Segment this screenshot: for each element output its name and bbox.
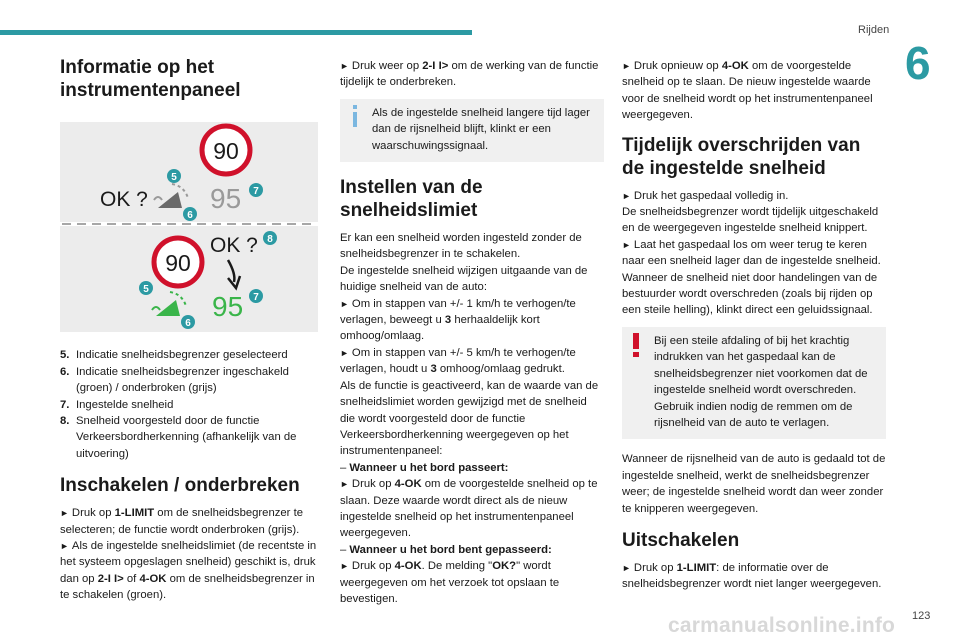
top-accent-bar [0, 30, 472, 35]
paragraph: ► Als de ingestelde snelheidslimiet (de recentste in het systeem opgeslagen snelheid) geschikt is, druk dan op 2-I I> of 4-OK om de snelheidsbegrenzer in te schakelen (groen). [60, 540, 317, 602]
arrow-right-icon: ► [340, 298, 349, 309]
arrow-right-icon: ► [340, 61, 349, 71]
svg-text:6: 6 [187, 210, 193, 221]
legend-item: 7. Ingestelde snelheid [60, 398, 174, 411]
bottom-ok-prompt: OK ? [210, 234, 258, 257]
paragraph: ► Druk op 4-OK. De melding "OK?" wordt weergegeven om het verzoek tot opslaan te bevestigen. [340, 560, 560, 605]
warning-exclamation-icon [632, 333, 640, 357]
section-name: Rijden [858, 24, 890, 36]
legend-item: 5. Indicatie snelheidsbegrenzer geselecteerd [60, 349, 288, 362]
svg-text:6: 6 [185, 318, 191, 329]
paragraph: ► Druk op 1-LIMIT: de informatie over de snelheidsbegrenzer wordt niet langer weergegeven. [622, 561, 882, 591]
bottom-set-speed: 95 [212, 291, 244, 322]
paragraph: ► Laat het gaspedaal los om weer terug te keren naar een snelheid lager dan de ingestelde snelheid. [622, 238, 881, 268]
svg-text:7: 7 [253, 292, 259, 303]
paragraph: Wanneer de rijsnelheid van de auto is gedaald tot de ingestelde snelheid, werkt de snelheidsbegrenzer weer; de ingestelde snelheid wordt dan weer zonder te knipperen weergegeven. [622, 453, 886, 515]
paragraph: ► Druk het gaspedaal volledig in. [622, 189, 789, 202]
paragraph: ► Om in stappen van +/- 1 km/h te verhogen/te verlagen, beweegt u 3 herhaaldelijk kort omhoog/omlaag. [340, 297, 576, 343]
figure-legend [60, 347, 318, 462]
section-title-instrument-panel: Informatie op het instrumentenpaneel [60, 57, 241, 101]
svg-text:8: 8 [267, 234, 273, 245]
paragraph: Wanneer de snelheid niet door handelingen van de bestuurder wordt overschreden (zoals bij rijden op een steile helling), klinkt direct een geluidssignaal. [622, 271, 878, 317]
paragraph: – Wanneer u het bord passeert: [340, 461, 509, 474]
page-number: 123 [912, 610, 931, 622]
arrow-right-icon: ► [340, 561, 349, 572]
paragraph: ► Om in stappen van +/- 5 km/h te verhogen/te verlagen, houdt u 3 omhoog/omlaag gedrukt. [340, 346, 576, 376]
top-speed-limit: 90 [213, 138, 239, 164]
legend-item: 6. Indicatie snelheidsbegrenzer ingeschakeld (groen) / onderbroken (grijs) [60, 365, 289, 395]
svg-text:5: 5 [171, 172, 177, 183]
watermark: carmanualsonline.info [668, 614, 896, 637]
arrow-right-icon: ► [60, 541, 69, 552]
top-set-speed: 95 [210, 183, 242, 214]
figure-background [60, 122, 318, 332]
info-note: Als de ingestelde snelheid langere tijd lager dan de rijsnelheid blijft, klinkt er een waarschuwingssignaal. [340, 99, 604, 162]
arrow-right-icon: ► [622, 239, 631, 250]
section-title-set-limit: Instellen van de snelheidslimiet [340, 177, 483, 222]
paragraph: De snelheidsbegrenzer wordt tijdelijk uitgeschakeld en de weergegeven ingestelde snelheid knippert. [622, 206, 879, 235]
column-2 [340, 58, 604, 607]
arrow-right-icon: ► [622, 190, 631, 201]
column-3 [622, 58, 886, 593]
svg-text:5: 5 [143, 284, 149, 295]
legend-item: 8. Snelheid voorgesteld door de functie Verkeersbordherkenning (afhankelijk van de uitvoering) [60, 415, 297, 460]
section-title-deactivate: Uitschakelen [622, 529, 740, 551]
arrow-right-icon: ► [340, 479, 349, 490]
warning-note: Bij een steile afdaling of bij het krachtig indrukken van het gaspedaal kan de snelheidsbegrenzer niet voorkomen dat de ingestelde snelheid wordt overschreden. Gebruik indien nodig de remmen om de rijsnelheid van de auto te verlagen. [622, 327, 886, 439]
chapter-number: 6 [905, 37, 931, 89]
paragraph: – Wanneer u het bord bent gepasseerd: [340, 543, 552, 556]
arrow-right-icon: ► [622, 61, 631, 71]
column-1 [60, 56, 318, 604]
top-ok-prompt: OK ? [100, 188, 148, 211]
section-title-activate: Inschakelen / onderbreken [60, 475, 300, 497]
paragraph: ► Druk op 1-LIMIT om de snelheidsbegrenzer te selecteren; de functie wordt onderbroken (grijs). [60, 507, 304, 536]
bottom-speed-limit: 90 [165, 250, 191, 276]
info-icon [350, 105, 360, 127]
paragraph: ► Druk weer op 2-I I> om de werking van de functie tijdelijk te onderbreken. [340, 60, 599, 89]
paragraph: ► Druk op 4-OK om de voorgestelde snelheid op te slaan. Deze waarde wordt direct als de nieuw ingestelde snelheid op het instrumentenpaneel weergegeven. [340, 478, 598, 540]
svg-text:7: 7 [253, 186, 259, 197]
instrument-panel-figure [60, 122, 318, 332]
paragraph: Als de functie is geactiveerd, kan de waarde van de snelheidslimiet worden gewijzigd met de snelheid die wordt voorgesteld door de functie Verkeersbordherkenning weergegeven op het instrumentenpaneel: [340, 379, 599, 458]
paragraph: De ingestelde snelheid wijzigen uitgaande van de huidige snelheid van de auto: [340, 264, 588, 294]
arrow-right-icon: ► [60, 508, 69, 519]
paragraph: ► Druk opnieuw op 4-OK om de voorgestelde snelheid op te slaan. De nieuw ingestelde waarde voor de snelheid wordt op het instrumentenpaneel weergegeven. [622, 60, 873, 122]
arrow-right-icon: ► [340, 347, 349, 358]
section-title-exceed: Tijdelijk overschrijden van de ingestelde snelheid [622, 134, 861, 179]
arrow-right-icon: ► [622, 562, 631, 573]
paragraph: Er kan een snelheid worden ingesteld zonder de snelheidsbegrenzer in te schakelen. [340, 232, 582, 261]
